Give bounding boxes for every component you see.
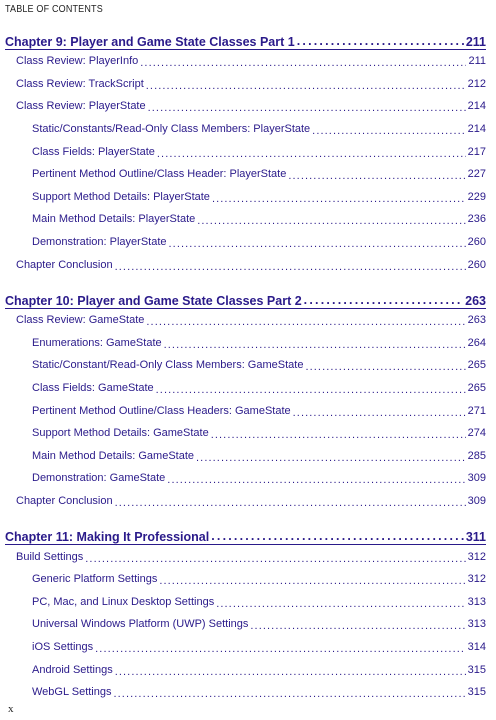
dot-leader <box>167 474 465 486</box>
dot-leader <box>211 529 464 543</box>
toc-entry-page-number: 314 <box>467 640 486 653</box>
toc-entry-title: Chapter Conclusion <box>16 494 113 507</box>
chapter-title: Chapter 11: Making It Professional <box>5 530 210 545</box>
dot-leader <box>164 339 466 351</box>
toc-entry[interactable] <box>32 140 486 163</box>
toc-entry[interactable] <box>32 681 486 704</box>
toc-entry-page-number: 263 <box>467 314 486 327</box>
toc-entry-title: Static/Constant/Read-Only Class Members: GameState <box>32 359 304 372</box>
chapter-group <box>0 286 496 512</box>
toc-entry-page-number: 211 <box>468 55 486 68</box>
toc-entry-page-number: 315 <box>467 663 486 676</box>
toc-entry-page-number: 260 <box>467 258 486 271</box>
toc-entry-page-number: 309 <box>467 472 486 485</box>
toc-entry-title: Class Fields: GameState <box>32 382 154 395</box>
toc-entry-title: Static/Constants/Read-Only Class Members: PlayerState <box>32 123 311 136</box>
toc-entry-title: Class Fields: PlayerState <box>32 145 155 158</box>
chapter-heading[interactable] <box>5 286 486 308</box>
toc-entry[interactable] <box>32 422 486 445</box>
toc-entry[interactable] <box>16 73 486 96</box>
toc-entry-page-number: 312 <box>467 573 486 586</box>
dot-leader <box>156 384 466 396</box>
chapter-page-number: 311 <box>465 530 486 545</box>
dot-leader <box>146 316 465 328</box>
toc-entry-title: Class Review: PlayerInfo <box>16 55 139 68</box>
toc-entry-title: Class Review: GameState <box>16 314 145 327</box>
dot-leader <box>85 553 465 565</box>
toc-entry[interactable] <box>32 399 486 422</box>
dot-leader <box>288 170 465 182</box>
toc-entry[interactable] <box>32 118 486 141</box>
dot-leader <box>95 643 466 655</box>
dot-leader <box>114 688 466 700</box>
toc-entry-title: Class Review: PlayerState <box>16 100 146 113</box>
toc-entry-page-number: 265 <box>467 359 486 372</box>
toc-entry-page-number: 312 <box>467 550 486 563</box>
toc-entry-title: Android Settings <box>32 663 113 676</box>
toc-entry-page-number: 229 <box>467 190 486 203</box>
toc-entry-page-number: 313 <box>467 595 486 608</box>
toc-entry-title: Demonstration: PlayerState <box>32 236 167 249</box>
dot-leader <box>115 666 466 678</box>
chapter-title: Chapter 10: Player and Game State Classes Part 2 <box>5 293 302 308</box>
toc-entry[interactable] <box>32 445 486 468</box>
toc-entry-title: Support Method Details: PlayerState <box>32 190 210 203</box>
toc-entry-title: Pertinent Method Outline/Class Header: PlayerState <box>32 168 287 181</box>
chapter-group <box>0 27 496 276</box>
toc-entry-page-number: 212 <box>467 77 486 90</box>
toc-entry[interactable] <box>32 568 486 591</box>
dot-leader <box>305 361 465 373</box>
toc-entry[interactable] <box>32 231 486 254</box>
dot-leader <box>115 497 466 509</box>
dot-leader <box>159 575 465 587</box>
toc-entry-page-number: 265 <box>467 382 486 395</box>
toc-entry-title: Demonstration: GameState <box>32 472 166 485</box>
dot-leader <box>211 429 466 441</box>
toc-entry-title: Main Method Details: PlayerState <box>32 213 196 226</box>
dot-leader <box>297 34 464 48</box>
dot-leader <box>169 238 466 250</box>
toc-entry[interactable] <box>16 545 486 568</box>
toc-entry-title: Build Settings <box>16 550 84 563</box>
chapter-group <box>0 522 496 703</box>
page-folio: x <box>8 703 14 715</box>
toc-entry[interactable] <box>32 354 486 377</box>
toc-entry-page-number: 227 <box>467 168 486 181</box>
toc-entry[interactable] <box>16 95 486 118</box>
table-of-contents <box>0 27 496 713</box>
dot-leader <box>312 125 465 137</box>
toc-entry-title: PC, Mac, and Linux Desktop Settings <box>32 595 215 608</box>
toc-entry-page-number: 313 <box>467 618 486 631</box>
toc-entry[interactable] <box>16 309 486 332</box>
toc-entry-page-number: 236 <box>467 213 486 226</box>
dot-leader <box>148 102 466 114</box>
toc-entry[interactable] <box>32 467 486 490</box>
toc-entry-page-number: 217 <box>467 145 486 158</box>
running-head: TABLE OF CONTENTS <box>5 4 103 15</box>
toc-entry[interactable] <box>16 50 486 73</box>
toc-entry-title: Generic Platform Settings <box>32 573 158 586</box>
chapter-page-number: 211 <box>465 35 486 49</box>
dot-leader <box>197 215 465 227</box>
dot-leader <box>157 148 466 160</box>
toc-entry-page-number: 271 <box>467 404 486 417</box>
toc-entry-page-number: 274 <box>467 427 486 440</box>
toc-entry[interactable] <box>32 186 486 209</box>
dot-leader <box>212 193 466 205</box>
toc-entry[interactable] <box>32 332 486 355</box>
dot-leader <box>250 620 465 632</box>
toc-entry-title: Chapter Conclusion <box>16 258 113 271</box>
toc-entry-title: Universal Windows Platform (UWP) Settings <box>32 618 249 631</box>
toc-entry-page-number: 264 <box>467 336 486 349</box>
toc-entry[interactable] <box>32 208 486 231</box>
toc-entry-page-number: 285 <box>467 449 486 462</box>
toc-entry-page-number: 214 <box>467 123 486 136</box>
toc-entry[interactable] <box>32 613 486 636</box>
chapter-heading[interactable] <box>5 522 486 544</box>
toc-entry-page-number: 315 <box>467 686 486 699</box>
dot-leader <box>216 598 465 610</box>
toc-entry-title: Support Method Details: GameState <box>32 427 209 440</box>
toc-entry-title: WebGL Settings <box>32 686 112 699</box>
toc-entry[interactable] <box>16 253 486 276</box>
toc-entry-page-number: 260 <box>467 236 486 249</box>
toc-entry[interactable] <box>32 163 486 186</box>
toc-entry-title: Main Method Details: GameState <box>32 449 195 462</box>
toc-entry-title: iOS Settings <box>32 640 94 653</box>
toc-entry[interactable] <box>16 490 486 513</box>
toc-entry[interactable] <box>32 658 486 681</box>
toc-entry[interactable] <box>32 590 486 613</box>
chapter-heading[interactable] <box>5 27 486 49</box>
toc-entry[interactable] <box>32 377 486 400</box>
dot-leader <box>293 407 466 419</box>
chapter-page-number: 263 <box>465 293 486 308</box>
toc-entry[interactable] <box>32 636 486 659</box>
dot-leader <box>140 57 466 69</box>
toc-entry-page-number: 309 <box>467 494 486 507</box>
toc-entry-title: Class Review: TrackScript <box>16 77 144 90</box>
toc-entry-title: Enumerations: GameState <box>32 336 162 349</box>
dot-leader <box>304 293 463 307</box>
toc-entry-page-number: 214 <box>467 100 486 113</box>
dot-leader <box>146 80 466 92</box>
dot-leader <box>115 261 466 273</box>
dot-leader <box>196 452 466 464</box>
chapter-title: Chapter 9: Player and Game State Classes Part 1 <box>5 35 295 49</box>
toc-entry-title: Pertinent Method Outline/Class Headers: GameState <box>32 404 291 417</box>
